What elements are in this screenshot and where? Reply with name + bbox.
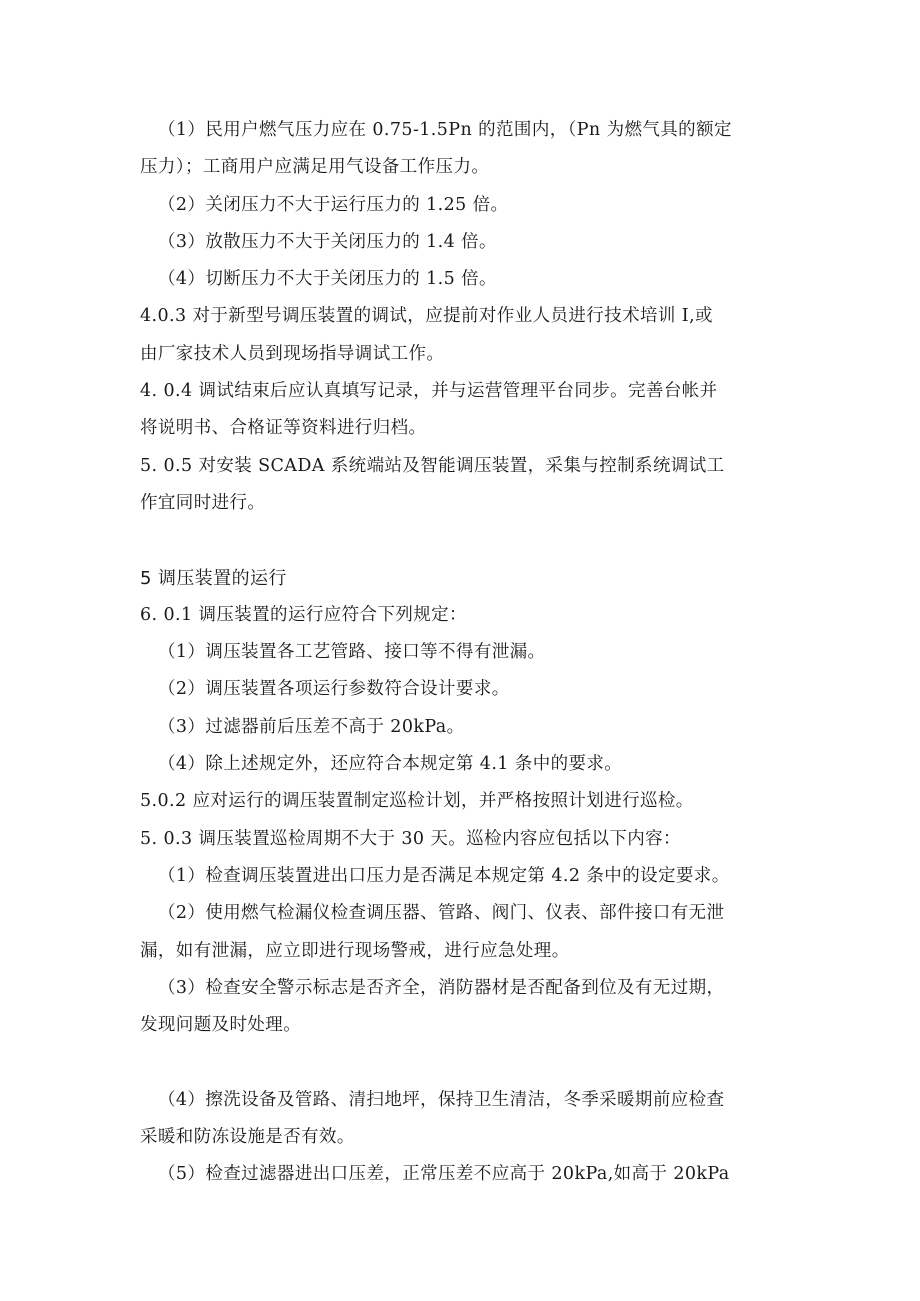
text-line: 由厂家技术人员到现场指导调试工作。	[140, 343, 445, 364]
text-line: 压力）；工商用户应满足用气设备工作压力。	[140, 157, 490, 178]
text-line: 发现问题及时处理。	[140, 1015, 302, 1036]
text-line: 6. 0.1 调压装置的运行应符合下列规定：	[140, 604, 467, 625]
paragraph-gap	[140, 522, 796, 559]
text-line: （3）放散压力不大于关闭压力的 1.4 倍。	[158, 231, 497, 252]
text-line: 采暖和防冻设施是否有效。	[140, 1127, 355, 1148]
text-line: （4）切断压力不大于关闭压力的 1.5 倍。	[158, 269, 497, 290]
text-line: 5. 0.5 对安装 SCADA 系统端站及智能调压装置，采集与控制系统调试工	[140, 455, 725, 476]
text-line: （4）擦洗设备及管路、清扫地坪，保持卫生清洁，冬季采暖期前应检查	[158, 1089, 725, 1110]
text-line: （4）除上述规定外，还应符合本规定第 4.1 条中的要求。	[158, 754, 623, 775]
text-line: 5.0.2 应对运行的调压装置制定巡检计划，并严格按照计划进行巡检。	[140, 791, 694, 812]
text-line: （5）检查过滤器进出口压差，正常压差不应高于 20kPa,如高于 20kPa	[158, 1164, 730, 1185]
text-line: 4. 0.4 调试结束后应认真填写记录，并与运营管理平台同步。完善台帐并	[140, 381, 718, 402]
text-line: 5. 0.3 调压装置巡检周期不大于 30 天。巡检内容应包括以下内容：	[140, 828, 681, 849]
text-line: 漏，如有泄漏，应立即进行现场警戒，进行应急处理。	[140, 940, 570, 961]
text-line: 作宜同时进行。	[140, 492, 266, 513]
document-body	[140, 112, 796, 1194]
text-line: （2）调压装置各项运行参数符合设计要求。	[158, 679, 510, 700]
text-line: （1）调压装置各工艺管路、接口等不得有泄漏。	[158, 642, 546, 663]
text-line: （1）民用户燃气压力应在 0.75-1.5Pn 的范围内，（Pn 为燃气具的额定	[158, 120, 732, 140]
paragraph-gap	[140, 1044, 796, 1081]
text-line: （2）使用燃气检漏仪检查调压器、管路、阀门、仪表、部件接口有无泄	[158, 903, 725, 924]
section-heading: 5 调压装置的运行	[140, 567, 287, 589]
text-line: 4.0.3 对于新型号调压装置的调试，应提前对作业人员进行技术培训 I,或	[140, 306, 713, 327]
text-line: （1）检查调压装置进出口压力是否满足本规定第 4.2 条中的设定要求。	[158, 865, 730, 886]
text-line: 将说明书、合格证等资料进行归档。	[140, 418, 427, 439]
text-line: （3）过滤器前后压差不高于 20kPa。	[158, 716, 465, 737]
text-line: （3）检查安全警示标志是否齐全，消防器材是否配备到位及有无过期，	[158, 977, 725, 998]
text-line: （2）关闭压力不大于运行压力的 1.25 倍。	[158, 194, 509, 215]
